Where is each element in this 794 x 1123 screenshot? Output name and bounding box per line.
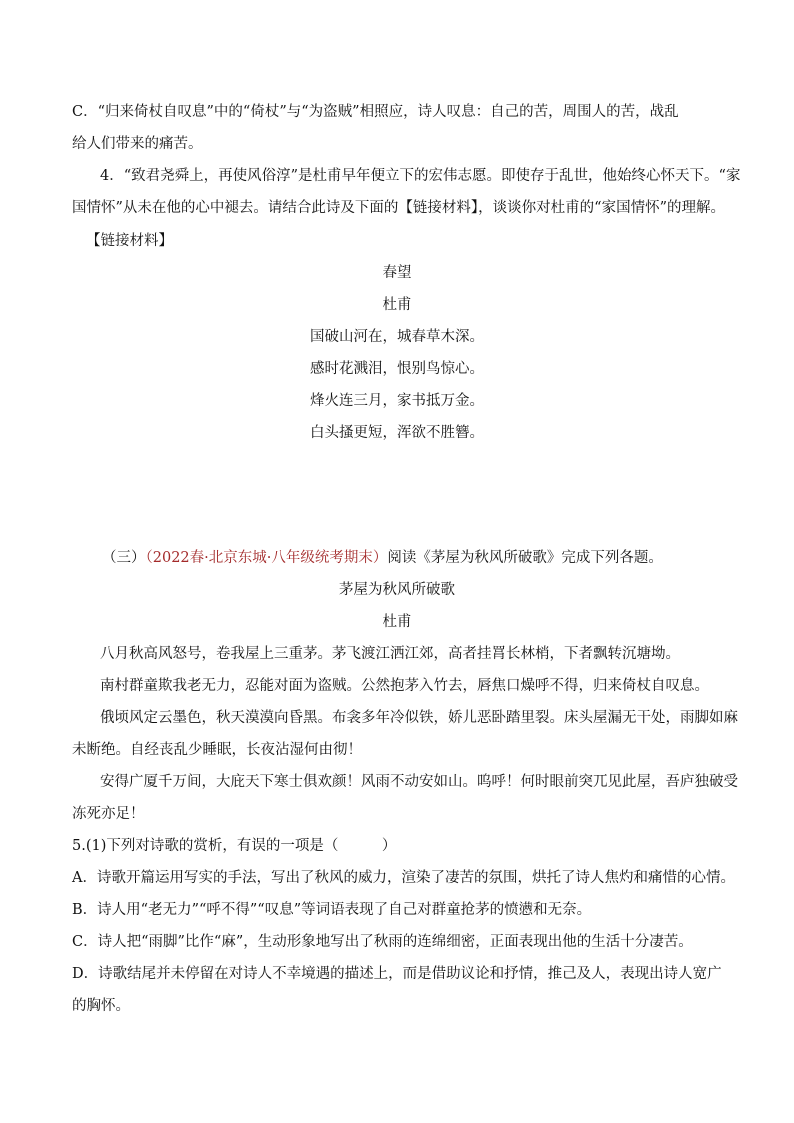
section-3-instruction: 阅读《茅屋为秋风所破歌》完成下列各题。	[387, 550, 663, 566]
question-5-stem: 5.(1)下列对诗歌的赏析，有误的一项是（ ）	[72, 838, 397, 854]
poem-author: 杜甫	[382, 297, 412, 313]
poem-title: 春望	[382, 265, 412, 281]
poem2-title: 茅屋为秋风所破歌	[339, 582, 455, 598]
question-5-option-c: C．诗人把“雨脚”比作“麻”，生动形象地写出了秋雨的连绵细密，正面表现出他的生活十分凄苦。	[72, 934, 693, 950]
poem2-author: 杜甫	[382, 614, 412, 630]
option-c-line2: 给人们带来的痛苦。	[72, 136, 203, 152]
poem2-line: 未断绝。自经丧乱少睡眠，长夜沾湿何由彻！	[72, 742, 362, 758]
option-c-line1: C．“归来倚杖自叹息”中的“倚杖”与“为盗贼”相照应，诗人叹息：自己的苦，周围人的苦，战乱	[72, 104, 679, 120]
section-3-header	[102, 548, 722, 568]
poem2-line: 南村群童欺我老无力，忍能对面为盗贼。公然抱茅入竹去，唇焦口燥呼不得，归来倚杖自叹息。	[100, 678, 709, 694]
material-label: 【链接材料】	[86, 233, 173, 249]
question-5-option-d-line1: D．诗歌结尾并未停留在对诗人不幸境遇的描述上，而是借助议论和抒情，推己及人，表现出诗人宽广	[72, 966, 722, 982]
section-3-source: （2022春·北京东城·八年级统考期末）	[145, 550, 388, 566]
poem2-line: 安得广厦千万间，大庇天下寒士俱欢颜！风雨不动安如山。呜呼！何时眼前突兀见此屋，吾庐独破受	[100, 774, 738, 790]
poem2-line: 俄顷风定云墨色，秋天漠漠向昏黑。布衾多年冷似铁，娇儿恶卧踏里裂。床头屋漏无干处，雨脚如麻	[100, 710, 738, 726]
question-4-line2: 国情怀”从未在他的心中褪去。请结合此诗及下面的【链接材料】，谈谈你对杜甫的“家国情怀”的理解。	[72, 200, 725, 216]
poem2-line: 八月秋高风怒号，卷我屋上三重茅。茅飞渡江洒江郊，高者挂罥长林梢，下者飘转沉塘坳。	[100, 646, 680, 662]
section-3-prefix: （三）	[102, 550, 146, 566]
poem-line: 烽火连三月，家书抵万金。	[310, 393, 484, 409]
question-4-line1: 4．“致君尧舜上，再使风俗淳”是杜甫早年便立下的宏伟志愿。即使存于乱世，他始终心怀天下。“家	[100, 168, 741, 184]
question-5-option-d-line2: 的胸怀。	[72, 998, 130, 1014]
question-5-option-b: B．诗人用“老无力”“呼不得”“叹息”等词语表现了自己对群童抢茅的愤懑和无奈。	[72, 902, 592, 918]
question-5-option-a: A．诗歌开篇运用写实的手法，写出了秋风的威力，渲染了凄苦的氛围，烘托了诗人焦灼和痛惜的心情。	[72, 870, 735, 886]
poem2-line: 冻死亦足！	[72, 806, 145, 822]
poem-line: 感时花溅泪，恨别鸟惊心。	[310, 361, 484, 377]
poem-line: 国破山河在，城春草木深。	[310, 329, 484, 345]
poem-line: 白头搔更短，浑欲不胜簪。	[310, 425, 484, 441]
